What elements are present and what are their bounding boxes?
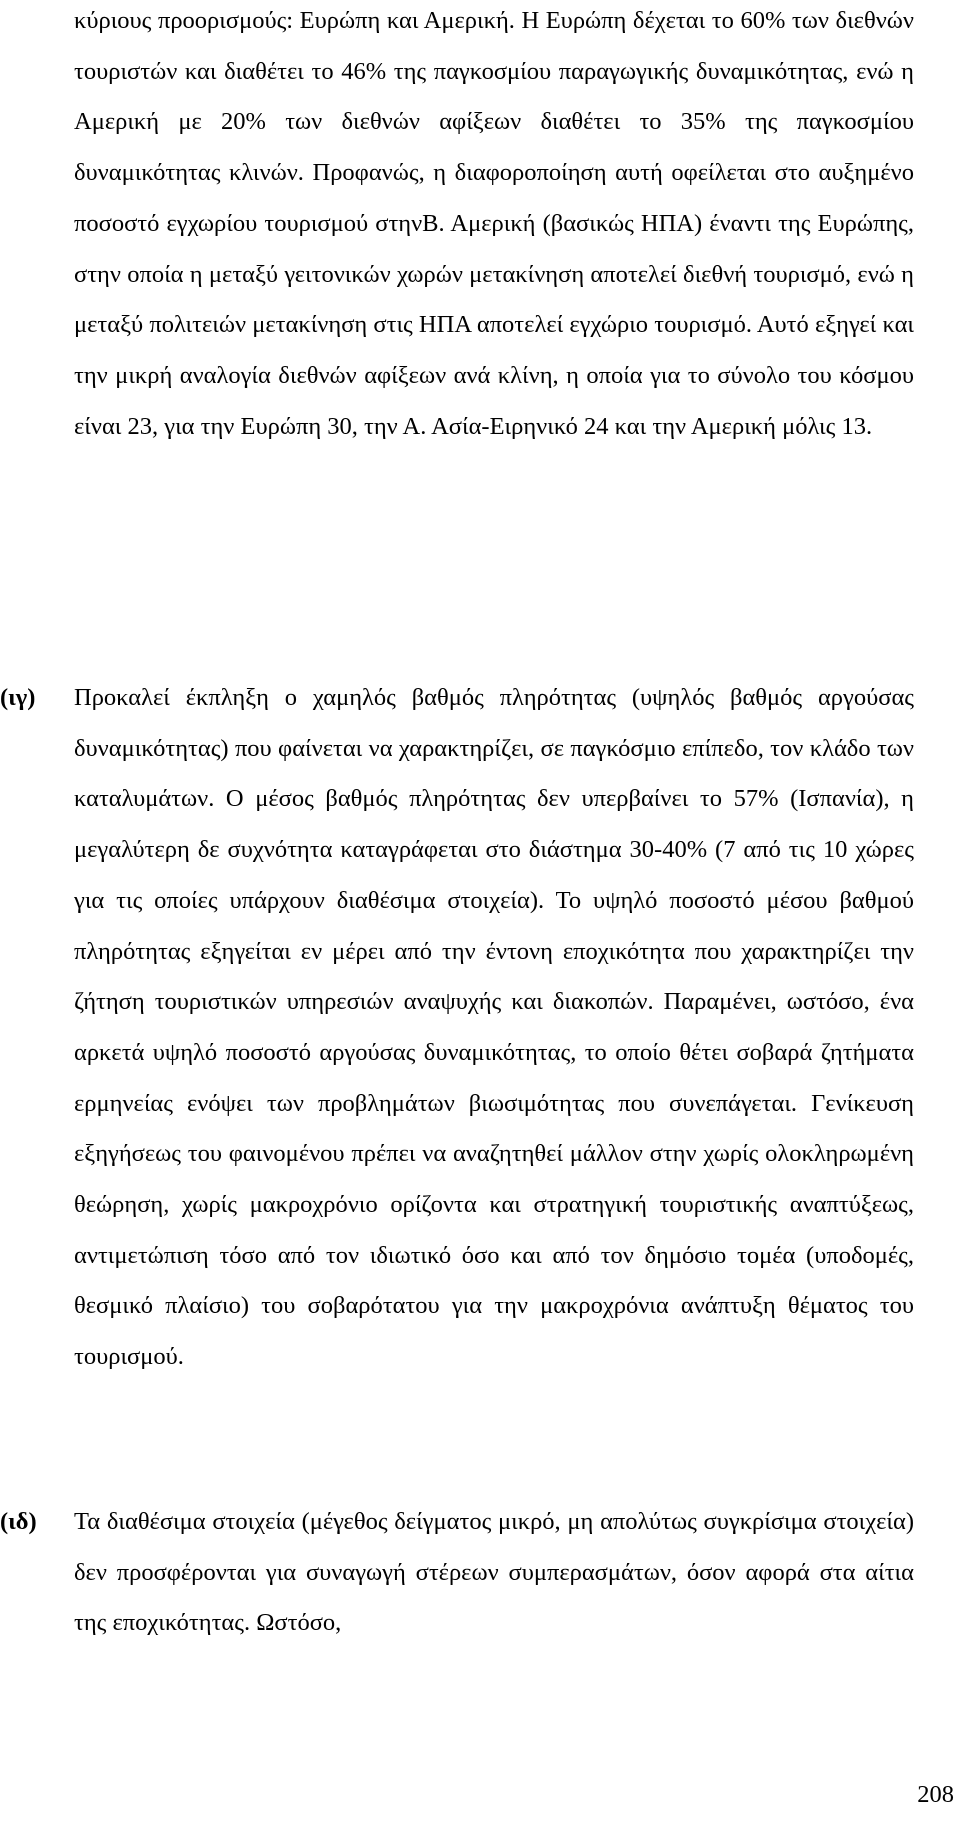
page-number: 208 [917, 1781, 954, 1808]
item-paragraph-ig: Προκαλεί έκπληξη ο χαμηλός βαθμός πληρότητας (υψηλός βαθμός αργούσας δυναμικότητας) που φαίνεται να χαρακτηρίζει, σε παγκόσμιο επίπεδο, τον κλάδο των καταλυμάτων. Ο μέσος βαθμός πληρότητας δεν υπερβαίνει το 57% (Ισπανία), η μεγαλύτερη δε συχνότητα καταγράφεται στο διάστημα 30-40% (7 από τις 10 χώρες για τις οποίες υπάρχουν διαθέσιμα στοιχεία). Το υψηλό ποσοστό μέσου βαθμού πληρότητας εξηγείται εν μέρει από την έντονη εποχικότητα που χαρακτηρίζει την ζήτηση τουριστικών υπηρεσιών αναψυχής και διακοπών. Παραμένει, ωστόσο, ένα αρκετά υψηλό ποσοστό αργούσας δυναμικότητας, το οποίο θέτει σοβαρά ζητήματα ερμηνείας ενόψει των προβλημάτων βιωσιμότητας που συνεπάγεται. Γενίκευση εξηγήσεως του φαινομένου πρέπει να αναζητηθεί μάλλον στην χωρίς ολοκληρωμένη θεώρηση, χωρίς μακροχρόνιο ορίζοντα και στρατηγική τουριστικής αναπτύξεως, αντιμετώπιση τόσο από τον ιδιωτικό όσο και από τον δημόσιο τομέα (υποδομές, θεσμικό πλαίσιο) του σοβαρότατου για την μακροχρόνια ανάπτυξη θέματος του τουρισμού. [74, 684, 914, 1371]
item-paragraph-id: Τα διαθέσιμα στοιχεία (μέγεθος δείγματος μικρό, μη απολύτως συγκρίσιμα στοιχεία) δεν προσφέρονται για συναγωγή στέρεων συμπερασμάτων, όσον αφορά στα αίτια της εποχικότητας. Ωστόσο, [74, 1508, 914, 1637]
item-marker-id: (ιδ) [0, 1508, 37, 1535]
intro-paragraph: κύριους προορισμούς: Ευρώπη και Αμερική. Η Ευρώπη δέχεται το 60% των διεθνών τουριστών και διαθέτει το 46% της παγκοσμίου παραγωγικής δυναμικότητας, ενώ η Αμερική με 20% των διεθνών αφίξεων διαθέτει το 35% της παγκοσμίου δυναμικότητας κλινών. Προφανώς, η διαφοροποίηση αυτή οφείλεται στο αυξημένο ποσοστό εγχωρίου τουρισμού στηνΒ. Αμερική (βασικώς ΗΠΑ) έναντι της Ευρώπης, στην οποία η μεταξύ γειτονικών χωρών μετακίνηση αποτελεί διεθνή τουρισμό, ενώ η μεταξύ πολιτειών μετακίνηση στις ΗΠΑ αποτελεί εγχώριο τουρισμό. Αυτό εξηγεί και την μικρή αναλογία διεθνών αφίξεων ανά κλίνη, η οποία για το σύνολο του κόσμου είναι 23, για την Ευρώπη 30, την Α. Ασία-Ειρηνικό 24 και την Αμερική μόλις 13. [74, 7, 914, 440]
item-marker-ig: (ιγ) [0, 684, 36, 711]
